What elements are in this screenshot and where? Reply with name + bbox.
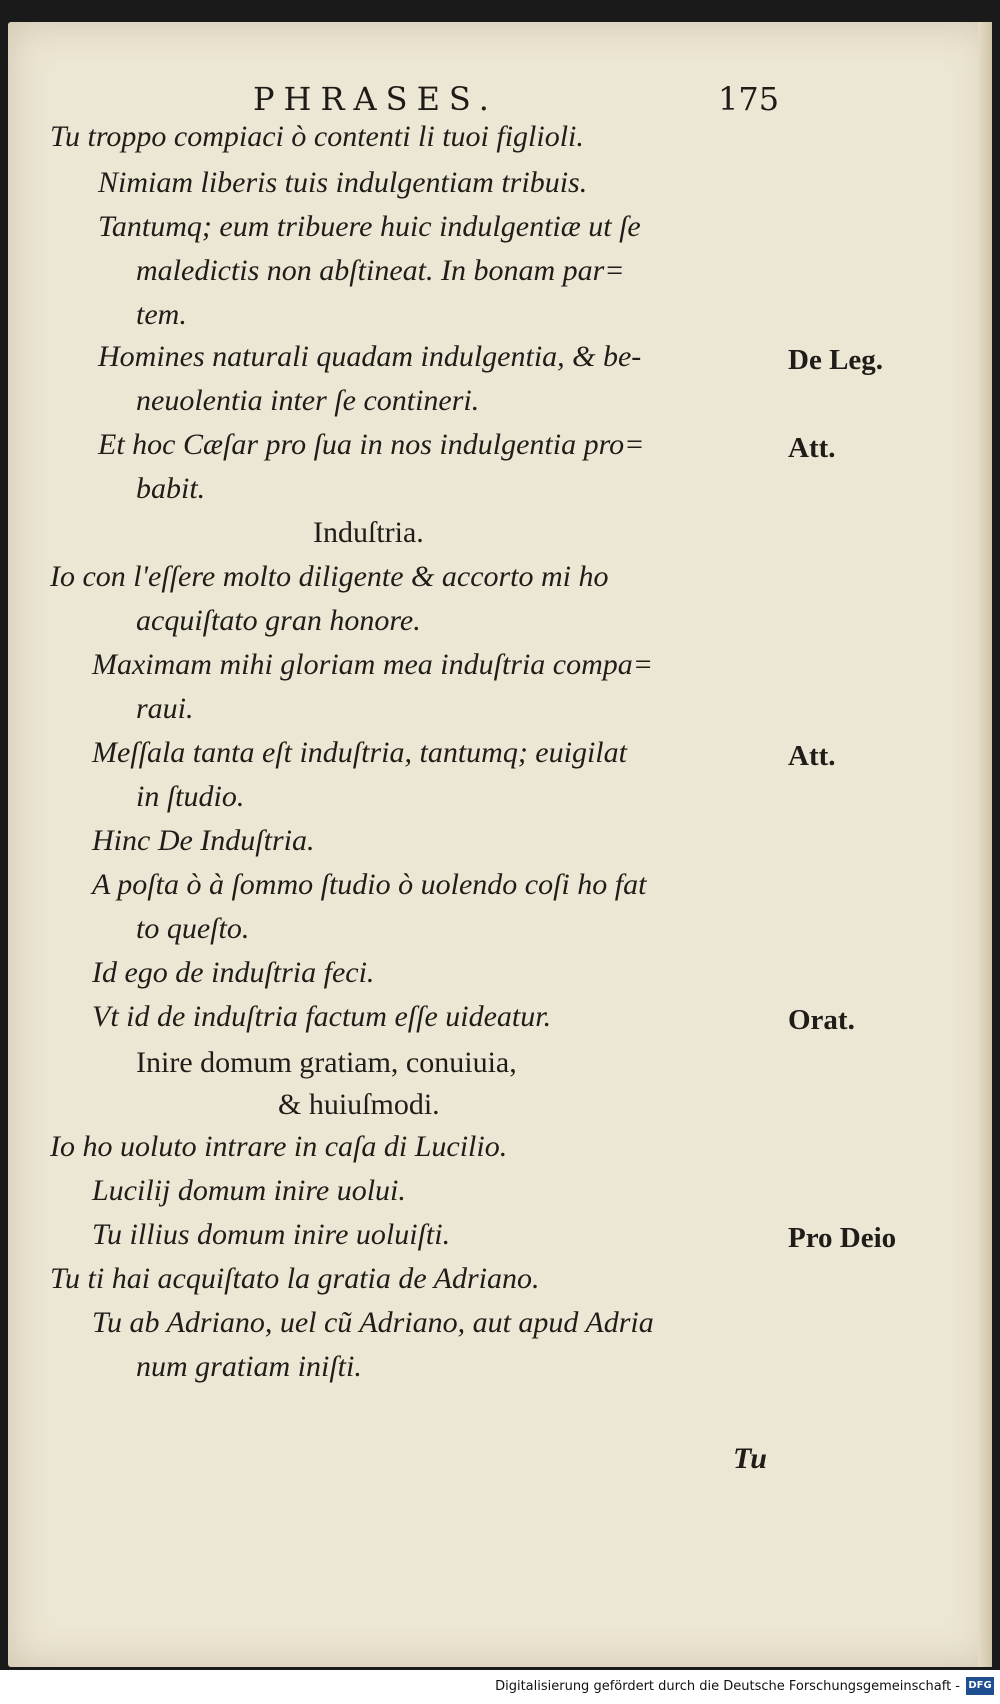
text-line: to queſto. — [136, 912, 250, 945]
text-line: Id ego de induſtria feci. — [92, 956, 375, 989]
dfg-logo: DFG — [966, 1677, 994, 1695]
margin-note: Orat. — [788, 1004, 855, 1036]
footer-credit: Digitalisierung gefördert durch die Deutsche Forschungsgemeinschaft - — [495, 1679, 960, 1694]
text-line: num gratiam iniſti. — [136, 1350, 362, 1383]
page-number: 175 — [718, 80, 780, 118]
section-heading: Inire domum gratiam, conuiuia, — [136, 1046, 517, 1079]
text-line: acquiſtato gran honore. — [136, 604, 421, 637]
text-line: Io ho uoluto intrare in caſa di Lucilio. — [50, 1130, 508, 1163]
section-heading: Induſtria. — [313, 516, 424, 549]
margin-note: Att. — [788, 432, 836, 464]
text-line: Lucilij domum inire uolui. — [92, 1174, 406, 1207]
text-line: Maximam mihi gloriam mea induſtria compa= — [92, 648, 654, 681]
book-page — [8, 22, 992, 1667]
text-line: Nimiam liberis tuis indulgentiam tribuis. — [98, 166, 588, 199]
margin-note: Pro Deio — [788, 1222, 897, 1254]
catchword: Tu — [733, 1442, 767, 1475]
text-line: Tu ti hai acquiſtato la gratia de Adriano. — [50, 1262, 540, 1295]
text-line: neuolentia inter ſe contineri. — [136, 384, 480, 417]
text-line: Tantumq; eum tribuere huic indulgentiæ ut ſe — [98, 210, 641, 243]
page-edge — [978, 22, 992, 1667]
text-line: Homines naturali quadam indulgentia, & be- — [98, 340, 642, 373]
text-line: A poſta ò à ſommo ſtudio ò uolendo coſi ho fat — [92, 868, 647, 901]
text-line: Tu troppo compiaci ò contenti li tuoi figlioli. — [50, 120, 584, 153]
text-line: Tu ab Adriano, uel cũ Adriano, aut apud Adria — [92, 1306, 654, 1339]
text-line: Io con l'eſſere molto diligente & accorto mi ho — [50, 560, 609, 593]
text-line: Vt id de induſtria factum eſſe uideatur. — [92, 1000, 552, 1033]
text-line: tem. — [136, 298, 187, 331]
text-line: raui. — [136, 692, 194, 725]
section-heading: & huiuſmodi. — [278, 1088, 440, 1121]
footer-bar — [0, 1670, 1000, 1704]
text-line: Meſſala tanta eſt induſtria, tantumq; euigilat — [92, 736, 627, 769]
text-line: babit. — [136, 472, 206, 505]
text-line: Et hoc Cæſar pro ſua in nos indulgentia pro= — [98, 428, 645, 461]
text-line: in ſtudio. — [136, 780, 245, 813]
text-line: Hinc De Induſtria. — [92, 824, 315, 857]
running-head-title: PHRASES. — [253, 80, 498, 118]
margin-note: Att. — [788, 740, 836, 772]
text-line: Tu illius domum inire uoluiſti. — [92, 1218, 451, 1251]
margin-note: De Leg. — [788, 344, 884, 376]
text-line: maledictis non abſtineat. In bonam par= — [136, 254, 625, 287]
